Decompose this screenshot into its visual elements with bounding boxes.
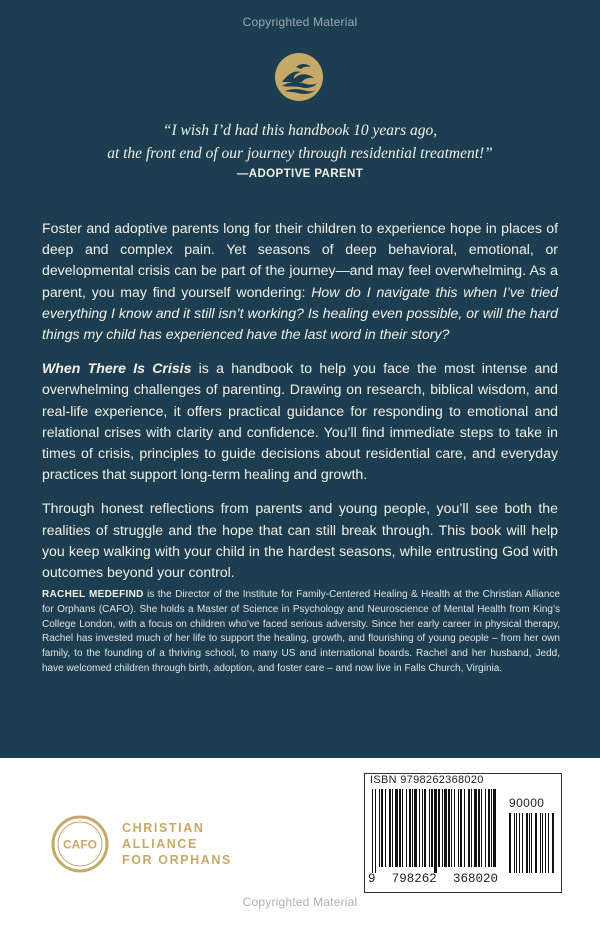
- barcode-bar: [493, 789, 496, 867]
- quote-line-1: “I wish I’d had this handbook 10 years ago,: [162, 122, 438, 139]
- description-paragraph-2: [42, 358, 558, 485]
- barcode-digit-group-1: 798262: [391, 872, 437, 886]
- barcode-bar: [381, 789, 383, 867]
- price-code: 90000: [509, 796, 545, 810]
- book-title-inline: When There Is Crisis: [42, 360, 192, 377]
- barcode-bar: [409, 789, 411, 867]
- barcode-bar: [451, 789, 452, 867]
- author-bio: [42, 588, 560, 677]
- barcode-bar: [474, 789, 477, 867]
- barcode-bar: [389, 789, 391, 867]
- barcode-bar: [444, 789, 447, 867]
- barcode-bar: [379, 789, 380, 867]
- barcode-bar: [458, 789, 459, 867]
- paragraph-1-italic: How do I navigate this when I’ve tried everything I know and it still isn’t working? Is healing even possible, or will the hard things my child has experienced have the last word in their story?: [42, 283, 558, 343]
- barcode-addon-bar: [522, 813, 523, 873]
- barcode-bar: [488, 789, 490, 867]
- barcode-addon-bar: [519, 813, 520, 873]
- barcode-addon-bar: [535, 813, 537, 873]
- cafo-logo-text: CAFO: [63, 837, 97, 852]
- barcode-addon-bar: [545, 813, 546, 873]
- barcode-addon-bar: [531, 813, 532, 873]
- quote-line-2: at the front end of our journey through residential treatment!”: [107, 145, 493, 162]
- barcode-addon-bar: [509, 813, 511, 873]
- barcode-bar: [454, 789, 455, 867]
- barcode-bar: [422, 789, 423, 867]
- barcode-bar: [485, 789, 486, 867]
- description-paragraph-1: [42, 218, 558, 345]
- barcode-bar: [448, 789, 450, 867]
- paragraph-3-text: Through honest reflections from parents and young people, you’ll see both the realities of struggle and the hope that can still break through. This book will help you keep walking with your child in the hardest seasons, while entrusting God with outcomes beyond your control.: [42, 500, 558, 581]
- barcode-digit-lead: 9: [368, 872, 376, 886]
- barcode-addon-bar: [552, 813, 554, 873]
- barcode-addon-bar: [526, 813, 528, 873]
- barcode-bar: [392, 789, 393, 867]
- barcode-addon-bar: [540, 813, 541, 873]
- cafo-logo-icon: [50, 814, 110, 874]
- publisher-line-1: CHRISTIAN: [122, 821, 205, 835]
- publisher-line-2: ALLIANCE: [122, 837, 198, 851]
- barcode-bar: [424, 789, 426, 867]
- barcode-bar: [442, 789, 443, 867]
- barcode-bar: [385, 789, 386, 867]
- barcode-bar: [460, 789, 462, 867]
- barcode-bar: [491, 789, 492, 867]
- paragraph-2-text: is a handbook to help you face the most intense and overwhelming challenges of parenting. Drawing on research, biblical wisdom, and real-life experience, it offers practical guidance for responding to emotional and relational crises with clarity and confidence. You’ll find immediate steps to take in times of crisis, principles to guide decisions about residential care, and everyday practices that support long-term healing and growth.: [42, 360, 558, 483]
- barcode-bar: [419, 789, 420, 867]
- barcode-bar: [412, 789, 413, 867]
- barcode-bar: [468, 789, 470, 867]
- barcode-addon-bar: [548, 813, 549, 873]
- author-bio-text: is the Director of the Institute for Family-Centered Healing & Health at the Christian Alliance for Orphans (CAFO). She holds a Master of Science in Psychology and Neuroscience of Mental Health from King’s College London, with a focus on children who’ve faced serious adversity. Since her early career in physical therapy, Rachel has invested much of her life to support the healing, growth, and flourishing of young people – from her own family, to the founding of a thriving school, to many US and international boards. Rachel and her husband, Jedd, have welcomed children through birth, adoption, and foster care – and now live in Falls Church, Virginia.: [42, 589, 560, 674]
- author-name: RACHEL MEDEFIND: [42, 589, 144, 600]
- barcode-addon-bar: [514, 813, 515, 873]
- barcode-bar: [464, 789, 465, 867]
- description-paragraph-3: [42, 498, 558, 583]
- copyright-watermark-bottom: Copyrighted Material: [242, 895, 358, 909]
- barcode-bar: [375, 789, 376, 873]
- barcode-digit-group-2: 368020: [452, 872, 498, 886]
- barcode-addon-bar: [529, 813, 530, 873]
- barcode-bar: [431, 789, 433, 867]
- publisher-line-3: FOR ORPHANS: [122, 853, 232, 867]
- isbn-label: ISBN 9798262368020: [370, 774, 484, 786]
- paragraph-1-text: Foster and adoptive parents long for their children to experience hope in places of deep and complex pain. Yet seasons of deep behavioral, emotional, or developmental crisis can be part of the journey—and may feel overwhelming. As a parent, you may find yourself wondering:: [42, 220, 558, 300]
- barcode-bar: [399, 789, 401, 867]
- publisher-name: [122, 820, 232, 868]
- barcode-bar: [372, 789, 373, 873]
- copyright-watermark-top: Copyrighted Material: [242, 15, 358, 29]
- wave-emblem-icon: [274, 52, 324, 102]
- barcode-bar: [481, 789, 482, 867]
- barcode-bar: [471, 789, 472, 867]
- endorsement-quote: [40, 119, 560, 165]
- quote-source: —ADOPTIVE PARENT: [236, 168, 364, 180]
- barcode-bar: [414, 789, 417, 867]
- barcode-addon-bar: [542, 813, 543, 873]
- barcode-bar: [395, 789, 398, 867]
- barcode-bar: [402, 789, 403, 867]
- barcode-bar: [438, 789, 440, 867]
- barcode-addon-bar: [516, 813, 517, 873]
- barcode-bar: [478, 789, 480, 867]
- barcode-digits: [368, 872, 498, 886]
- barcode-bar: [429, 789, 430, 867]
- barcode-bar: [434, 789, 437, 873]
- book-description: [42, 218, 558, 596]
- barcode-bar: [406, 789, 407, 867]
